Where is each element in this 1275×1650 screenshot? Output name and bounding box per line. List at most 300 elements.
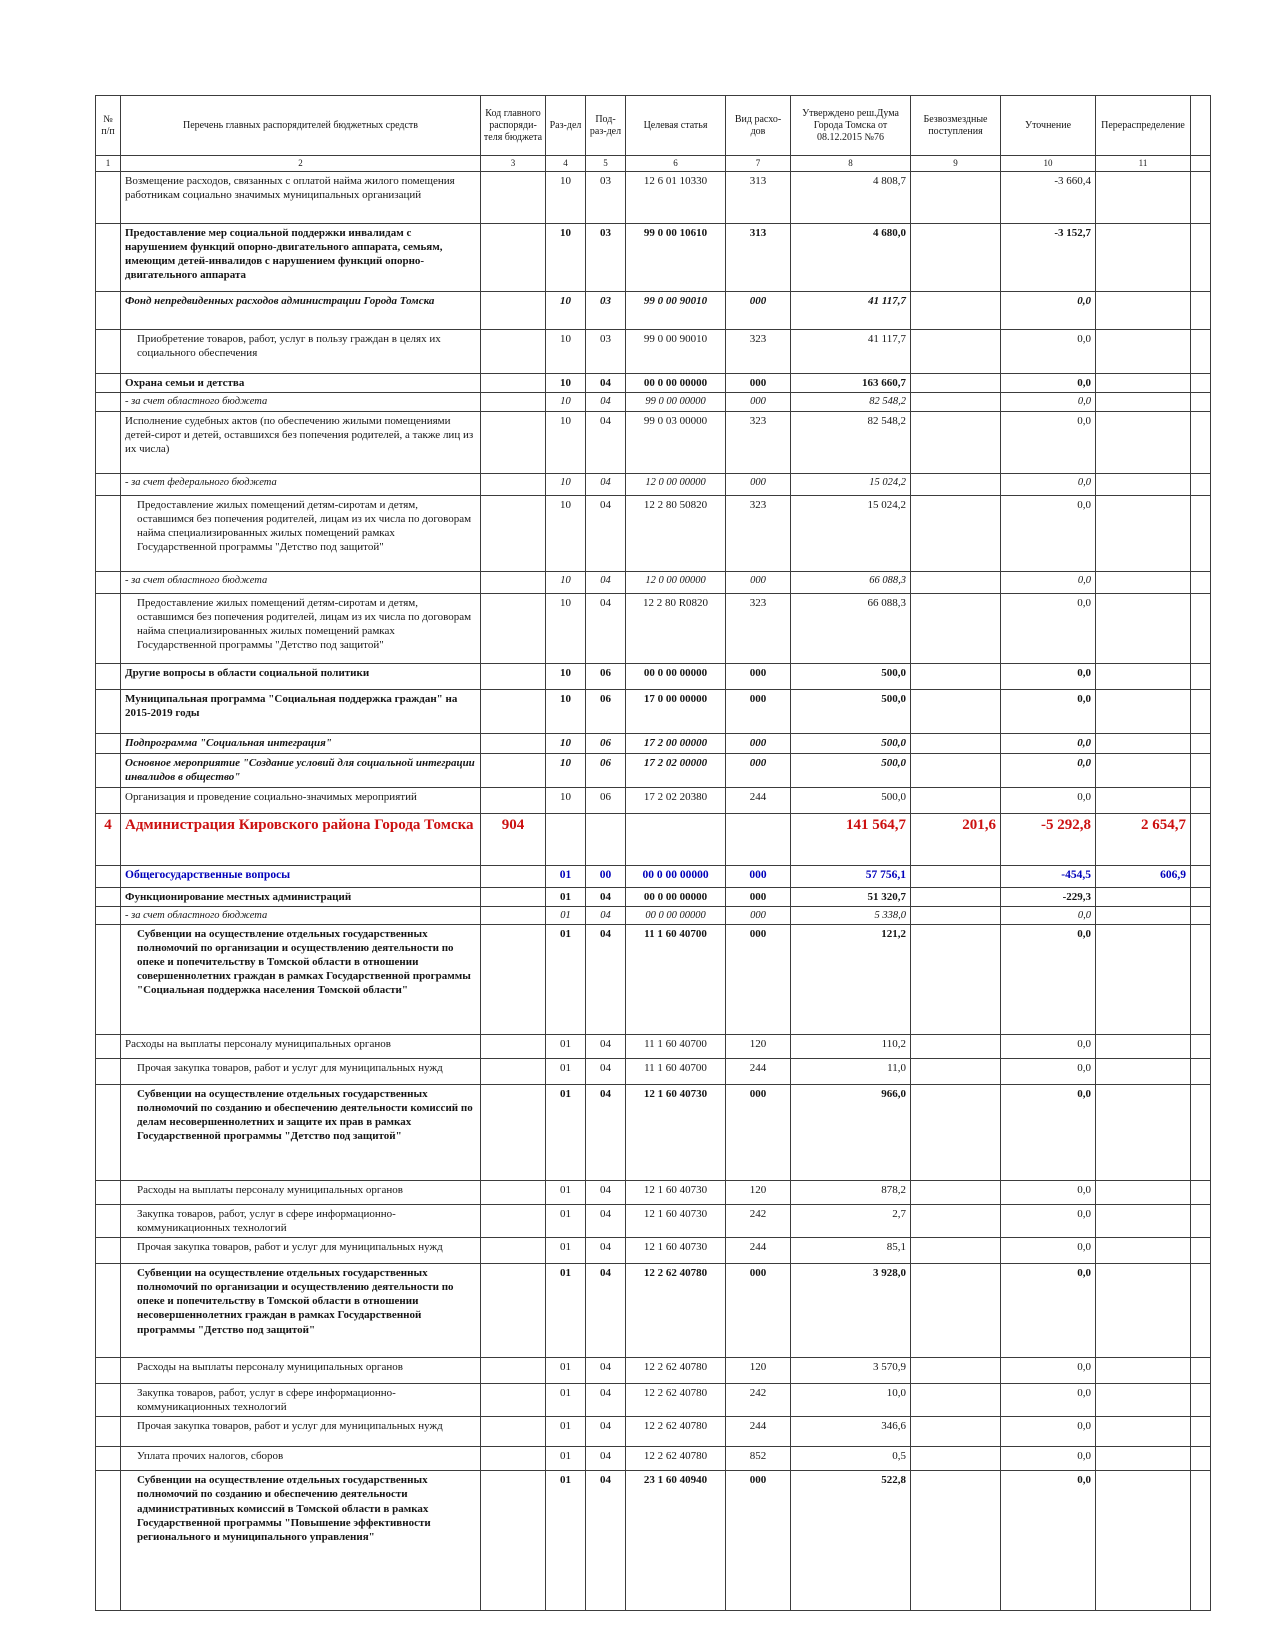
cell-num [96,1417,121,1447]
cell-name: Прочая закупка товаров, работ и услуг для муниципальных нужд [121,1238,481,1264]
cell-podrazdel: 04 [586,1205,626,1238]
col-header-redistribution: Перераспределение [1096,96,1191,156]
cell-approved: 966,0 [791,1085,911,1181]
cell-gratuitous [911,224,1001,292]
cell-code [481,753,546,787]
cell-vid: 323 [726,593,791,663]
cell-razdel: 10 [546,663,586,689]
cell-podrazdel: 04 [586,906,626,924]
cell-razdel: 10 [546,733,586,753]
cell-stub [1191,1059,1211,1085]
cell-target: 17 2 02 00000 [626,753,726,787]
cell-approved: 11,0 [791,1059,911,1085]
cell-target: 99 0 03 00000 [626,411,726,473]
cell-redistribution [1096,1059,1191,1085]
cell-name: - за счет областного бюджета [121,393,481,411]
cell-name: Закупка товаров, работ, услуг в сфере информационно-коммуникационных технологий [121,1384,481,1417]
cell-vid: 244 [726,1417,791,1447]
cell-name: Уплата прочих налогов, сборов [121,1447,481,1471]
cell-razdel: 01 [546,1471,586,1611]
cell-name: Другие вопросы в области социальной политики [121,663,481,689]
cell-name: Субвенции на осуществление отдельных государственных полномочий по созданию и обеспечению деятельности комиссий по делам несовершеннолетних и защите их прав в рамках Государственной программы "Детство под защитой" [121,1085,481,1181]
cell-approved: 10,0 [791,1384,911,1417]
cell-clarification: 0,0 [1001,292,1096,330]
cell-num [96,374,121,393]
cell-target: 12 1 60 40730 [626,1205,726,1238]
cell-code [481,1358,546,1384]
cell-gratuitous [911,1085,1001,1181]
cell-code [481,1205,546,1238]
cell-name: Субвенции на осуществление отдельных государственных полномочий по организации и осуществлению деятельности по опеке и попечительству в Томской области в отношении совершеннолетних граждан в рамках Государственной программы "Социальная поддержка населения Томской области" [121,925,481,1035]
cell-stub [1191,906,1211,924]
cell-clarification: 0,0 [1001,495,1096,571]
cell-target: 00 0 00 00000 [626,906,726,924]
cell-clarification: 0,0 [1001,1384,1096,1417]
cell-gratuitous [911,393,1001,411]
cell-vid: 313 [726,172,791,224]
cell-vid: 120 [726,1181,791,1205]
cell-num [96,172,121,224]
cell-razdel: 01 [546,1264,586,1358]
cell-razdel: 01 [546,1035,586,1059]
cell-clarification: 0,0 [1001,330,1096,374]
cell-target: 00 0 00 00000 [626,865,726,887]
cell-razdel: 10 [546,787,586,813]
cell-redistribution [1096,1264,1191,1358]
cell-num: 4 [96,813,121,865]
cell-redistribution [1096,1181,1191,1205]
cell-name: Прочая закупка товаров, работ и услуг для муниципальных нужд [121,1059,481,1085]
table-row [96,689,1211,733]
cell-approved: 141 564,7 [791,813,911,865]
cell-redistribution [1096,887,1191,906]
cell-razdel: 10 [546,374,586,393]
cell-num [96,224,121,292]
cell-num [96,787,121,813]
cell-podrazdel: 04 [586,495,626,571]
cell-gratuitous [911,571,1001,593]
cell-name: Охрана семьи и детства [121,374,481,393]
cell-approved: 2,7 [791,1205,911,1238]
cell-gratuitous [911,1205,1001,1238]
table-row [96,473,1211,495]
cell-num [96,663,121,689]
cell-name: - за счет областного бюджета [121,571,481,593]
cell-name: Фонд непредвиденных расходов администрации Города Томска [121,292,481,330]
cell-stub [1191,1264,1211,1358]
cell-redistribution [1096,571,1191,593]
cell-stub [1191,689,1211,733]
cell-podrazdel: 00 [586,865,626,887]
cell-name: Муниципальная программа "Социальная поддержка граждан" на 2015-2019 годы [121,689,481,733]
cell-target: 12 1 60 40730 [626,1085,726,1181]
col-header-approved: Утверждено реш.Дума Города Томска от 08.12.2015 №76 [791,96,911,156]
cell-razdel: 01 [546,906,586,924]
table-row [96,1205,1211,1238]
cell-target: 17 2 02 20380 [626,787,726,813]
cell-gratuitous [911,374,1001,393]
cell-razdel: 01 [546,1238,586,1264]
cell-redistribution [1096,292,1191,330]
cell-target: 00 0 00 00000 [626,887,726,906]
col-index: 3 [481,156,546,172]
cell-podrazdel: 06 [586,733,626,753]
cell-razdel: 01 [546,1358,586,1384]
cell-name: Возмещение расходов, связанных с оплатой найма жилого помещения работникам социально значимых муниципальных организаций [121,172,481,224]
cell-code [481,1035,546,1059]
cell-vid: 244 [726,787,791,813]
cell-target: 99 0 00 10610 [626,224,726,292]
cell-gratuitous [911,733,1001,753]
cell-name: Подпрограмма "Социальная интеграция" [121,733,481,753]
cell-name: Приобретение товаров, работ, услуг в пользу граждан в целях их социального обеспечения [121,330,481,374]
cell-razdel: 10 [546,689,586,733]
cell-gratuitous [911,1181,1001,1205]
cell-redistribution [1096,1384,1191,1417]
cell-code [481,787,546,813]
cell-gratuitous [911,1358,1001,1384]
cell-razdel: 01 [546,1384,586,1417]
cell-code [481,473,546,495]
cell-clarification: 0,0 [1001,753,1096,787]
cell-name: Исполнение судебных актов (по обеспечению жилыми помещениями детей-сирот и детей, оставшихся без попечения родителей, а также лиц из их числа) [121,411,481,473]
table-row [96,1447,1211,1471]
cell-vid: 242 [726,1205,791,1238]
cell-stub [1191,1238,1211,1264]
cell-gratuitous [911,473,1001,495]
table-row [96,374,1211,393]
cell-podrazdel: 04 [586,1059,626,1085]
cell-stub [1191,411,1211,473]
cell-redistribution [1096,1205,1191,1238]
table-row [96,330,1211,374]
table-row [96,1085,1211,1181]
cell-num [96,733,121,753]
cell-target: 12 0 00 00000 [626,571,726,593]
cell-clarification: 0,0 [1001,1035,1096,1059]
cell-stub [1191,224,1211,292]
cell-name: Закупка товаров, работ, услуг в сфере информационно-коммуникационных технологий [121,1205,481,1238]
cell-podrazdel: 04 [586,887,626,906]
cell-redistribution [1096,411,1191,473]
cell-razdel: 01 [546,1085,586,1181]
cell-target: 99 0 00 90010 [626,292,726,330]
cell-approved: 15 024,2 [791,473,911,495]
cell-vid: 000 [726,689,791,733]
col-header-vid: Вид расхо-дов [726,96,791,156]
cell-approved: 500,0 [791,663,911,689]
table-row [96,571,1211,593]
cell-approved: 500,0 [791,753,911,787]
cell-podrazdel: 04 [586,1471,626,1611]
cell-razdel: 10 [546,473,586,495]
cell-clarification: 0,0 [1001,1471,1096,1611]
cell-num [96,495,121,571]
cell-stub [1191,330,1211,374]
cell-code [481,1059,546,1085]
cell-code [481,1181,546,1205]
cell-razdel: 10 [546,411,586,473]
cell-approved: 3 570,9 [791,1358,911,1384]
cell-gratuitous [911,292,1001,330]
cell-gratuitous [911,663,1001,689]
cell-code [481,1384,546,1417]
cell-stub [1191,1417,1211,1447]
cell-podrazdel: 04 [586,593,626,663]
cell-name: Предоставление жилых помещений детям-сиротам и детям, оставшимся без попечения родителей, лицам из их числа по договорам найма специализированных жилых помещений рамках Государственной программы "Детство под защитой" [121,593,481,663]
cell-num [96,1085,121,1181]
cell-razdel: 01 [546,865,586,887]
cell-vid: 242 [726,1384,791,1417]
cell-podrazdel: 06 [586,663,626,689]
cell-code [481,292,546,330]
cell-stub [1191,1085,1211,1181]
cell-target [626,813,726,865]
cell-clarification: -3 152,7 [1001,224,1096,292]
cell-redistribution [1096,473,1191,495]
cell-num [96,1238,121,1264]
cell-razdel: 10 [546,292,586,330]
cell-target: 99 0 00 90010 [626,330,726,374]
col-header-stub [1191,96,1211,156]
cell-vid: 000 [726,1471,791,1611]
cell-clarification: 0,0 [1001,925,1096,1035]
col-index: 8 [791,156,911,172]
cell-redistribution [1096,1085,1191,1181]
cell-code [481,689,546,733]
cell-target: 12 1 60 40730 [626,1181,726,1205]
cell-clarification: 0,0 [1001,473,1096,495]
cell-razdel: 01 [546,925,586,1035]
cell-clarification: 0,0 [1001,733,1096,753]
cell-vid: 000 [726,393,791,411]
cell-code [481,865,546,887]
cell-redistribution [1096,330,1191,374]
cell-name: Администрация Кировского района Города Томска [121,813,481,865]
table-index-row [96,156,1211,172]
cell-name: Основное мероприятие "Создание условий для социальной интеграции инвалидов в общество" [121,753,481,787]
cell-target: 12 6 01 10330 [626,172,726,224]
table-row [96,1035,1211,1059]
cell-podrazdel: 04 [586,571,626,593]
cell-approved: 500,0 [791,787,911,813]
cell-code: 904 [481,813,546,865]
cell-clarification: 0,0 [1001,1205,1096,1238]
cell-target: 17 2 00 00000 [626,733,726,753]
col-header-clarification: Уточнение [1001,96,1096,156]
table-row [96,1238,1211,1264]
cell-razdel: 01 [546,1059,586,1085]
cell-name: - за счет федерального бюджета [121,473,481,495]
cell-gratuitous [911,1059,1001,1085]
col-header-gratuitous: Безвозмездные поступления [911,96,1001,156]
cell-code [481,1085,546,1181]
cell-approved: 0,5 [791,1447,911,1471]
cell-num [96,1059,121,1085]
cell-num [96,1264,121,1358]
cell-stub [1191,495,1211,571]
cell-clarification: 0,0 [1001,1417,1096,1447]
cell-stub [1191,663,1211,689]
cell-gratuitous [911,1417,1001,1447]
cell-redistribution [1096,1447,1191,1471]
cell-stub [1191,865,1211,887]
cell-clarification: -3 660,4 [1001,172,1096,224]
cell-code [481,172,546,224]
cell-redistribution [1096,925,1191,1035]
col-header-num: № п/п [96,96,121,156]
cell-name: Предоставление жилых помещений детям-сиротам и детям, оставшимся без попечения родителей, лицам из их числа по договорам найма специализированных жилых помещений рамках Государственной программы "Детство под защитой" [121,495,481,571]
cell-code [481,571,546,593]
cell-clarification: 0,0 [1001,1238,1096,1264]
cell-target: 12 1 60 40730 [626,1238,726,1264]
cell-vid: 852 [726,1447,791,1471]
cell-podrazdel: 04 [586,1181,626,1205]
cell-num [96,925,121,1035]
cell-target: 12 2 62 40780 [626,1447,726,1471]
cell-clarification: 0,0 [1001,689,1096,733]
cell-clarification: 0,0 [1001,906,1096,924]
cell-stub [1191,887,1211,906]
cell-stub [1191,1384,1211,1417]
cell-code [481,593,546,663]
cell-approved: 66 088,3 [791,571,911,593]
table-row [96,787,1211,813]
cell-podrazdel: 04 [586,1035,626,1059]
cell-num [96,906,121,924]
cell-razdel: 01 [546,1447,586,1471]
cell-stub [1191,753,1211,787]
cell-vid [726,813,791,865]
cell-clarification: 0,0 [1001,663,1096,689]
cell-approved: 500,0 [791,733,911,753]
cell-num [96,1358,121,1384]
cell-stub [1191,473,1211,495]
cell-razdel: 01 [546,1205,586,1238]
cell-gratuitous [911,1384,1001,1417]
cell-redistribution [1096,1417,1191,1447]
cell-approved: 51 320,7 [791,887,911,906]
cell-target: 12 2 62 40780 [626,1358,726,1384]
cell-stub [1191,787,1211,813]
table-row [96,1384,1211,1417]
cell-gratuitous [911,172,1001,224]
cell-podrazdel: 04 [586,473,626,495]
cell-gratuitous [911,593,1001,663]
table-row [96,865,1211,887]
cell-stub [1191,925,1211,1035]
cell-podrazdel: 04 [586,411,626,473]
cell-target: 11 1 60 40700 [626,1035,726,1059]
cell-target: 00 0 00 00000 [626,374,726,393]
cell-podrazdel: 04 [586,393,626,411]
cell-vid: 323 [726,330,791,374]
cell-stub [1191,393,1211,411]
cell-gratuitous [911,925,1001,1035]
cell-clarification: 0,0 [1001,1358,1096,1384]
cell-vid: 244 [726,1238,791,1264]
cell-code [481,224,546,292]
cell-code [481,887,546,906]
table-row [96,1417,1211,1447]
cell-target: 99 0 00 00000 [626,393,726,411]
col-index: 4 [546,156,586,172]
cell-approved: 15 024,2 [791,495,911,571]
cell-approved: 82 548,2 [791,411,911,473]
cell-target: 12 2 80 R0820 [626,593,726,663]
cell-num [96,1447,121,1471]
cell-gratuitous [911,1238,1001,1264]
cell-redistribution [1096,906,1191,924]
cell-stub [1191,172,1211,224]
cell-num [96,753,121,787]
cell-gratuitous [911,865,1001,887]
cell-gratuitous: 201,6 [911,813,1001,865]
cell-stub [1191,1035,1211,1059]
cell-redistribution [1096,1035,1191,1059]
cell-vid: 000 [726,374,791,393]
cell-target: 12 2 62 40780 [626,1417,726,1447]
cell-razdel: 10 [546,330,586,374]
table-row [96,1264,1211,1358]
cell-vid: 244 [726,1059,791,1085]
cell-redistribution [1096,1358,1191,1384]
cell-vid: 000 [726,1264,791,1358]
cell-num [96,473,121,495]
cell-name: - за счет областного бюджета [121,906,481,924]
cell-vid: 000 [726,925,791,1035]
cell-approved: 66 088,3 [791,593,911,663]
cell-num [96,292,121,330]
cell-vid: 000 [726,753,791,787]
cell-razdel [546,813,586,865]
col-header-code: Код главного распоряди-теля бюджета [481,96,546,156]
cell-podrazdel: 04 [586,1238,626,1264]
cell-num [96,1384,121,1417]
cell-clarification: 0,0 [1001,1059,1096,1085]
cell-approved: 4 808,7 [791,172,911,224]
col-index: 10 [1001,156,1096,172]
table-row [96,593,1211,663]
col-index: 5 [586,156,626,172]
cell-podrazdel: 03 [586,224,626,292]
col-index: 1 [96,156,121,172]
cell-redistribution [1096,593,1191,663]
cell-clarification: 0,0 [1001,1447,1096,1471]
cell-gratuitous [911,1264,1001,1358]
cell-stub [1191,374,1211,393]
cell-approved: 121,2 [791,925,911,1035]
cell-stub [1191,593,1211,663]
cell-vid: 313 [726,224,791,292]
table-row [96,887,1211,906]
cell-stub [1191,1358,1211,1384]
table-row [96,925,1211,1035]
cell-redistribution [1096,753,1191,787]
cell-code [481,393,546,411]
budget-table [95,95,1211,1611]
cell-stub [1191,1181,1211,1205]
table-row [96,1471,1211,1611]
cell-num [96,411,121,473]
cell-podrazdel: 04 [586,1447,626,1471]
budget-table-body [96,172,1211,1611]
cell-code [481,663,546,689]
cell-podrazdel: 04 [586,1085,626,1181]
cell-vid: 000 [726,473,791,495]
cell-razdel: 10 [546,495,586,571]
cell-stub [1191,292,1211,330]
